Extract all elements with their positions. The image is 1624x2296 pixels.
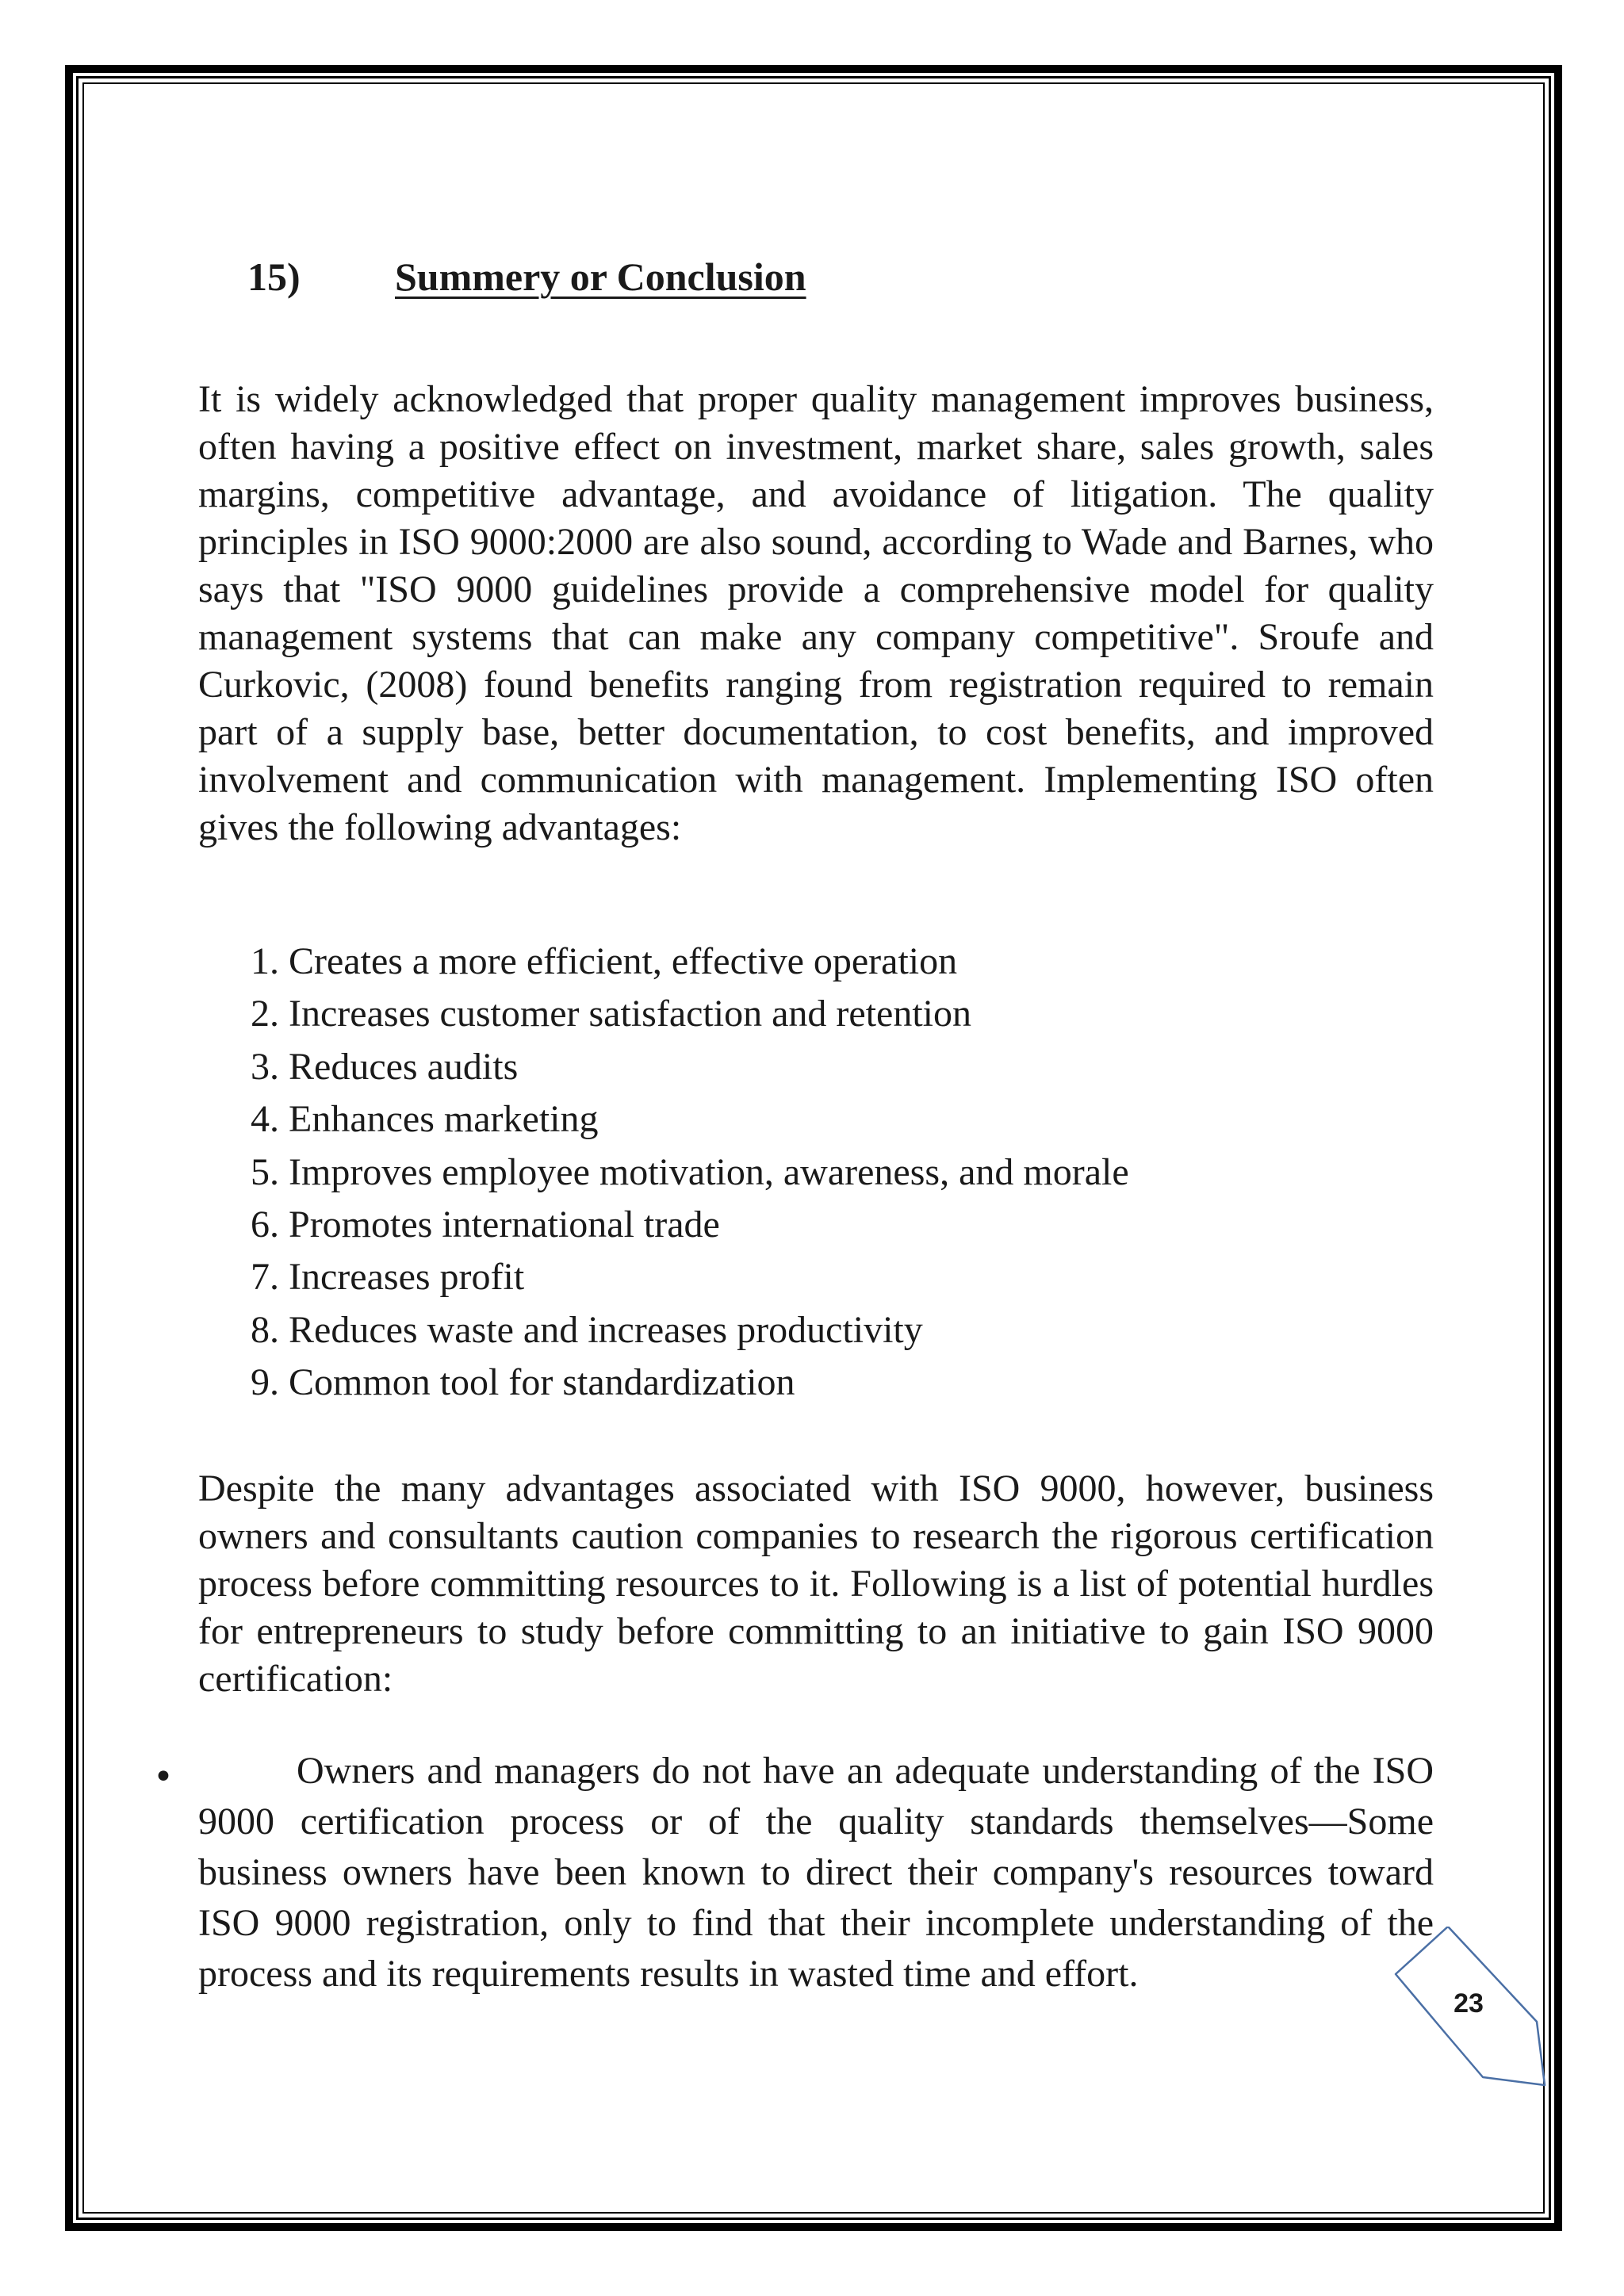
advantages-list bbox=[251, 936, 1129, 1410]
list-item: 2. Increases customer satisfaction and retention bbox=[251, 993, 971, 1035]
section-heading bbox=[247, 254, 806, 300]
intro-paragraph: It is widely acknowledged that proper quality management improves business, often having a positive effect on investment, market share, sales growth, sales margins, competitive advantage, and avoidance of litigation. The quality principles in ISO 9000:2000 are also sound, according to Wade and Barnes, who says that "ISO 9000 guidelines provide a comprehensive model for quality management systems that can make any company competitive". Sroufe and Curkovic, (2008) found benefits ranging from registration required to remain part of a supply base, better documentation, to cost benefits, and improved involvement and communication with management. Implementing ISO often gives the following advantages: bbox=[198, 378, 1434, 848]
section-number: 15) bbox=[247, 254, 301, 299]
list-item: 1. Creates a more efficient, effective operation bbox=[251, 940, 958, 982]
list-item: 7. Increases profit bbox=[251, 1256, 525, 1299]
list-item: 8. Reduces waste and increases productivity bbox=[251, 1308, 923, 1351]
section-title: Summery or Conclusion bbox=[395, 254, 806, 299]
hurdles-paragraph: Despite the many advantages associated with ISO 9000, however, business owners and consultants caution companies to research the rigorous certification process before committing resources to it. Following is a list of potential hurdles for entrepreneurs to study before committing to an initiative to gain ISO 9000 certification: bbox=[198, 1468, 1434, 1700]
list-item: 4. Enhances marketing bbox=[251, 1098, 599, 1141]
list-item: 3. Reduces audits bbox=[251, 1045, 519, 1088]
list-item: 9. Common tool for standardization bbox=[251, 1361, 795, 1404]
bullet-item-text: Owners and managers do not have an adequate understanding of the ISO 9000 certification process or of the quality standards themselves—Some business owners have been known to direct their company's resources toward ISO 9000 registration, only to find that their incomplete understanding of the process and its requirements results in wasted time and effort. bbox=[198, 1750, 1434, 1995]
list-item: 5. Improves employee motivation, awareness, and morale bbox=[251, 1150, 1129, 1193]
page-number: 23 bbox=[1454, 1988, 1484, 2019]
bullet-icon: • bbox=[153, 1757, 174, 1797]
list-item: 6. Promotes international trade bbox=[251, 1203, 720, 1246]
